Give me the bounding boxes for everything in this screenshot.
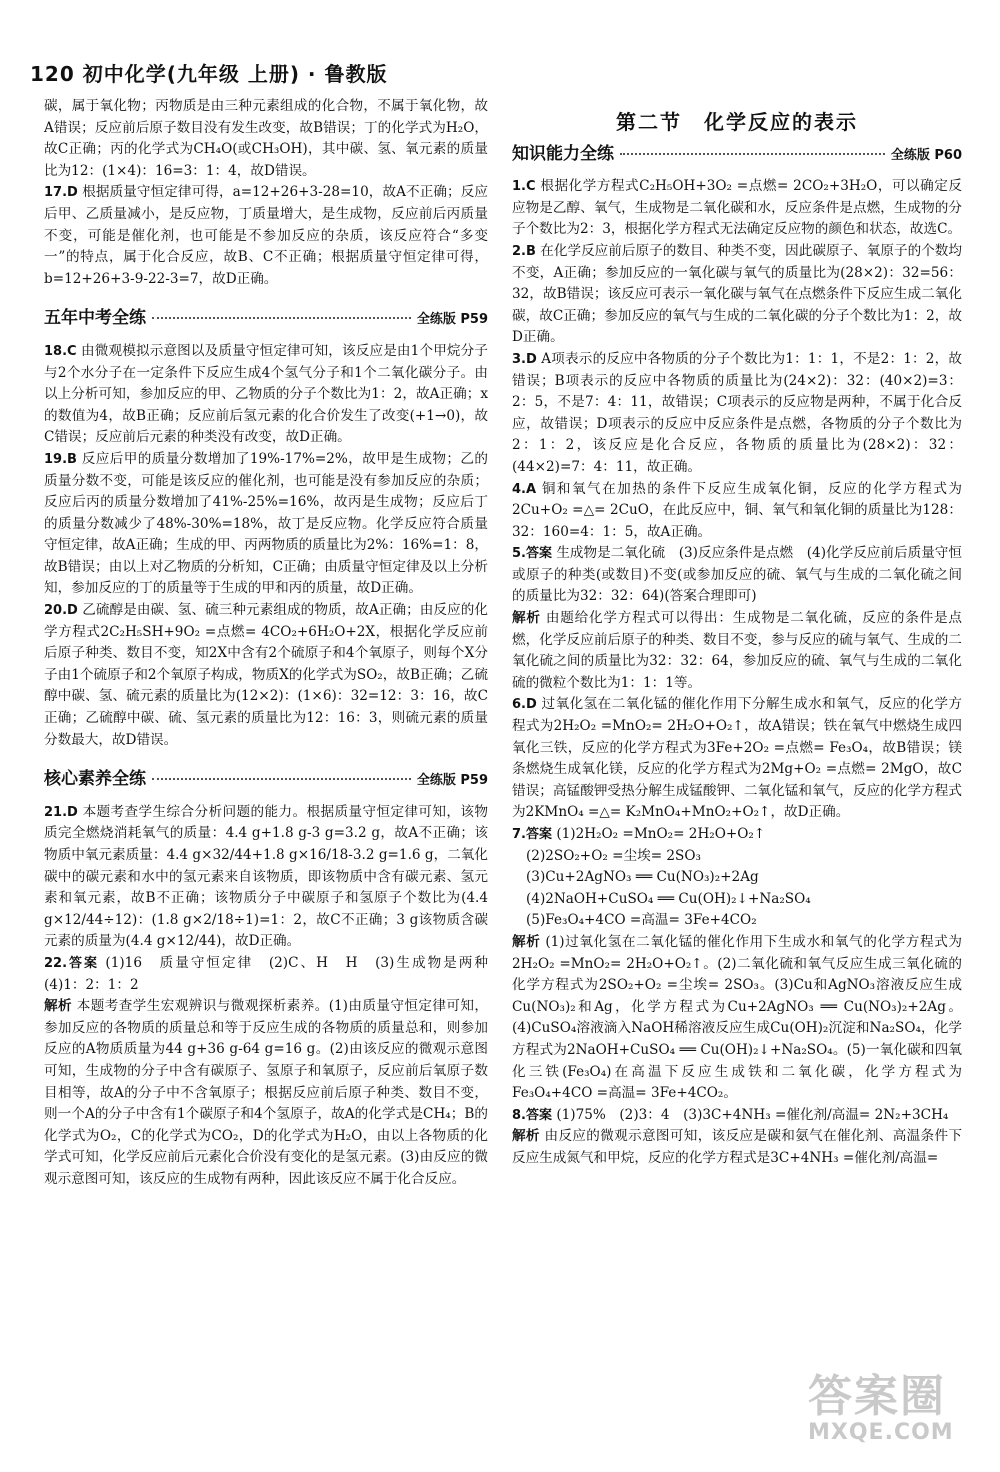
section-ref: 全练版 P60	[890, 147, 962, 163]
question-text: 根据质量守恒定律可得，a=12+26+3-28=10，故A不正确；反应后甲、乙质量减小，是反应物，丁质量增大，是生成物，反应前后丙质量不变，可能是催化剂，也可能是不参加反应的杂质，该反应符合“多变一”的特点，属于化合反应，故B、C不正确；根据质量守恒定律可得，b=12+26+3-9-22-3=7，故D正确。	[44, 184, 488, 287]
question-4	[512, 479, 962, 544]
question-text: 由微观模拟示意图以及质量守恒定律可知，该反应是由1个甲烷分子与2个水分子在一定条件下反应生成4个氢气分子和1个二氧化碳分子。由以上分析可知，参加反应的甲、乙物质的分子个数比为1：2，故A正确；x的数值为4，故B正确；反应前后氢元素的化合价发生了改变(+1→0)，故C错误；反应前后元素的种类没有改变，故D正确。	[44, 342, 488, 446]
question-6	[512, 694, 962, 824]
section-ref: 全练版 P59	[416, 773, 488, 789]
book-title: 初中化学(九年级 上册) · 鲁教版	[82, 62, 388, 86]
equation-line: (4)2NaOH+CuSO₄ ══ Cu(OH)₂↓+Na₂SO₄	[526, 890, 811, 907]
question-number: 21.D	[44, 804, 78, 820]
section-title: 知识能力全练	[512, 143, 614, 164]
question-number: 17.D	[44, 185, 78, 201]
watermark-chinese: 答案圈	[808, 1371, 946, 1422]
question-text: 过氧化氢在二氧化锰的催化作用下分解生成水和氧气，反应的化学方程式为2H₂O₂ =MnO₂= 2H₂O+O₂↑，故A错误；铁在氧气中燃烧生成四氧化三铁，反应的化学方程式为3Fe+2O₂ =点燃= Fe₃O₄，故B错误；镁条燃烧生成氧化镁，反应的化学方程式为2Mg+O₂ =点燃= 2MgO，故C错误；高锰酸钾受热分解生成锰酸钾、二氧化锰和氧气，反应的化学方程式为2KMnO₄ =△= K₂MnO₄+MnO₂+O₂↑，故D正确。	[512, 696, 962, 821]
question-number: 8.答案	[512, 1107, 552, 1123]
answer-text: (1)16 质量守恒定律 (2)C、H H (3)生成物是两种 (4)1：2：1：2	[44, 954, 502, 993]
analysis-text: 由反应的微观示意图可知，该反应是碳和氨气在催化剂、高温条件下反应生成氮气和甲烷，反应的化学方程式是3C+4NH₃ =催化剂/高温=	[512, 1128, 962, 1166]
page-header	[30, 58, 388, 87]
question-1	[512, 176, 962, 241]
question-number: 4.A	[512, 481, 537, 497]
question-20	[44, 600, 488, 751]
question-text: 在化学反应前后原子的数目、种类不变，因此碳原子、氧原子的个数均不变，A正确；参加反应的一氧化碳与氧气的质量比为(28×2)：32=56：32，故B错误；该反应可表示一氧化碳与氧气在点燃条件下反应生成二氧化碳，故C正确；参加反应的氧气与生成的二氧化碳的分子个数比为1：2，故D正确。	[512, 242, 963, 346]
question-text: 乙硫醇是由碳、氢、硫三种元素组成的物质，故A正确；由反应的化学方程式2C₂H₅SH+9O₂ =点燃= 4CO₂+6H₂O+2X，根据化学反应前后原子种类、数目不变，知2X中含有2个硫原子和4个氧原子，则每个X分子由1个硫原子和2个氧原子构成，物质X的化学式为SO₂，故B正确；乙硫醇中碳、氢、硫元素的质量比为(12×2)：(1×6)：32=12：3：16，故C正确；乙硫醇中碳、硫、氢元素的质量比为12：16：3，则硫元素的质量分数最大，故D错误。	[44, 602, 488, 748]
question-text: A项表示的反应中各物质的分子个数比为1：1：1，不是2：1：2，故错误；B项表示的反应中各物质的质量比为(24×2)：32：(40×2)=3：2：5，不是7：4：11，故错误；C项表示的反应物是两种，不属于化合反应，故错误；D项表示的反应中反应条件是点燃，各物质的分子个数比为2：1：2，该反应是化合反应，各物质的质量比为(28×2)：32：(44×2)=7：4：11，故正确。	[512, 350, 962, 475]
question-text: 根据化学方程式C₂H₅OH+3O₂ =点燃= 2CO₂+3H₂O，可以确定反应物是乙醇、氧气，生成物是二氧化碳和水，反应条件是点燃，生成物的分子个数比为2：3，根据化学方程式无法确定反应物的颜色和状态，故选C。	[512, 178, 962, 238]
analysis-text: 由题给化学方程式可以得出：生成物是二氧化硫，反应的条件是点燃，化学反应前后原子的种类、数目不变，参与反应的硫与氧气、生成的二氧化硫之间的质量比为32：32：64，参加反应的硫、氧气与生成的二氧化硫的微粒个数比为1：1：1等。	[512, 610, 963, 691]
question-number: 18.C	[44, 343, 77, 359]
answer-text: 生成物是二氧化硫 (3)反应条件是点燃 (4)化学反应前后质量守恒或原子的种类(或数目)不变(或参加反应的硫、氧气与生成的二氧化硫之间的质量比为32：32：64)(答案合理即可)	[512, 545, 962, 605]
question-22	[44, 953, 502, 996]
question-21	[44, 802, 488, 953]
question-19	[44, 449, 488, 600]
analysis-label: 解析	[512, 610, 541, 627]
section-ref: 全练版 P59	[416, 312, 488, 328]
question-number: 2.B	[512, 243, 536, 259]
question-number: 1.C	[512, 179, 536, 195]
analysis-text: 本题考查学生宏观辨识与微观探析素养。(1)由质量守恒定律可知，参加反应的各物质的质量总和等于反应生成的各物质的质量总和，则参加反应的A物质质量为44 g+36 g-64 g=16 g。(2)由该反应的微观示意图可知，生成物的分子中含有碳原子、氢原子和氧原子，反应前后氧原子数目相等，故A的分子中不含氧原子；根据反应前后原子种类、数目不变，则一个A的分子中含有1个碳原子和4个氢原子，故A的化学式是CH₄；B的化学式为O₂，C的化学式为CO₂，D的化学式为H₂O，由以上各物质的化学式可知，化学反应前后元素化合价没有变化的是氢元素。(3)由反应的微观示意图可知，该反应的生成物有两种，因此该反应不属于化合反应。	[44, 998, 488, 1187]
question-22-analysis	[44, 996, 488, 1190]
question-text: 反应后甲的质量分数增加了19%-17%=2%，故甲是生成物；乙的质量分数不变，可能是该反应的催化剂，也可能是没有参加反应的杂质；反应后丙的质量分数增加了41%-25%=16%，故丙是生成物；反应后丁的质量分数减少了48%-30%=18%，故丁是反应物。化学反应符合质量守恒定律，故A正确；生成的甲、丙两物质的质量比为2%：16%=1：8，故B错误；由以上对乙物质的分析知，C正确；由质量守恒定律及以上分析知，参加反应的丁的质量等于生成的甲和丙的质量，故D正确。	[44, 450, 488, 597]
answer-text: (1)75% (2)3：4 (3)3C+4NH₃ =催化剂/高温= 2N₂+3CH₄	[556, 1106, 949, 1123]
section-title: 核心素养全练	[44, 769, 146, 790]
question-2	[512, 241, 962, 349]
question-5	[512, 543, 962, 608]
intro-paragraph: 碳，属于氧化物；丙物质是由三种元素组成的化合物，不属于氧化物，故A错误；反应前后原子数目没有发生改变，故B错误；丁的化学式为H₂O，故C正确；丙的化学式为CH₄O(或CH₃OH)，其中碳、氢、氧元素的质量比为12：(1×4)：16=3：1：4，故D错误。	[44, 98, 488, 179]
question-number: 20.D	[44, 603, 78, 619]
question-18	[44, 341, 488, 449]
question-number: 3.D	[512, 351, 537, 367]
question-8	[512, 1105, 962, 1127]
chapter-title: 第二节 化学反应的表示	[616, 110, 858, 134]
equation-line: (5)Fe₃O₄+4CO =高温= 3Fe+4CO₂	[526, 912, 757, 929]
analysis-label: 解析	[44, 998, 72, 1015]
equation-line: (3)Cu+2AgNO₃ ══ Cu(NO₃)₂+2Ag	[526, 869, 759, 886]
question-7	[512, 824, 962, 846]
dotted-leader	[620, 153, 885, 155]
dotted-leader	[152, 317, 411, 319]
question-number: 6.D	[512, 697, 537, 713]
question-17	[44, 182, 488, 290]
question-number: 5.答案	[512, 546, 552, 562]
dotted-leader	[152, 778, 411, 780]
equation-line: (1)2H₂O₂ =MnO₂= 2H₂O+O₂↑	[556, 826, 766, 842]
question-number: 19.B	[44, 451, 77, 467]
section-title: 五年中考全练	[44, 308, 146, 329]
question-number: 7.答案	[512, 827, 552, 842]
section-heading-knowledge	[512, 144, 962, 167]
question-text: 本题考查学生综合分析问题的能力。根据质量守恒定律可知，该物质完全燃烧消耗氧气的质量：4.4 g+1.8 g-3 g=3.2 g，故A不正确；该物质中氧元素质量：4.4 g×32/44+1.8 g×16/18-3.2 g=1.6 g，二氧化碳中的碳元素和水中的氢元素来自该物质，即该物质中含有碳元素、氢元素和氧元素，故B不正确；该物质分子中碳原子和氢原子个数比为(4.4 g×12/44÷12)：(1.8 g×2/18÷1)=1：2，故C不正确；3 g该物质含碳元素的质量为(4.4 g×12/44)，故D正确。	[44, 803, 489, 950]
page-number: 120	[30, 62, 75, 86]
question-5-analysis	[512, 608, 962, 694]
left-column	[44, 96, 502, 1191]
analysis-label: 解析	[512, 1128, 540, 1145]
site-watermark	[808, 1371, 978, 1454]
section-heading-core	[44, 769, 488, 792]
question-3	[512, 349, 962, 479]
question-number: 22.答案	[44, 955, 100, 971]
question-7-analysis	[512, 932, 962, 1105]
analysis-label: 解析	[512, 933, 541, 950]
question-8-analysis	[512, 1126, 962, 1169]
right-column	[512, 112, 962, 1170]
question-text: 铜和氧气在加热的条件下反应生成氧化铜，反应的化学方程式为2Cu+O₂ =△= 2CuO，在此反应中，铜、氧气和氧化铜的质量比为128：32：160=4：1：5，故A正确。	[512, 480, 963, 540]
analysis-text: (1)过氧化氢在二氧化锰的催化作用下生成水和氧气的化学方程式为2H₂O₂ =MnO₂= 2H₂O+O₂↑。(2)二氧化硫和氧气反应生成三氧化硫的化学方程式为2SO₂+O₂ =尘埃= 2SO₃。(3)Cu和AgNO₃溶液反应生成Cu(NO₃)₂和Ag，化学方程式为Cu+2AgNO₃ ══ Cu(NO₃)₂+2Ag。(4)CuSO₄溶液滴入NaOH稀溶液反应生成Cu(OH)₂沉淀和Na₂SO₄，化学方程式为2NaOH+CuSO₄ ══ Cu(OH)₂↓+Na₂SO₄。(5)一氧化碳和四氧化三铁(Fe₃O₄)在高温下反应生成铁和二氧化碳，化学方程式为Fe₃O₄+4CO =高温= 3Fe+4CO₂。	[512, 933, 962, 1102]
equation-line: (2)2SO₂+O₂ =尘埃= 2SO₃	[526, 847, 701, 864]
section-heading-five-year	[44, 308, 488, 331]
watermark-url: MXQE.COM	[808, 1420, 954, 1445]
